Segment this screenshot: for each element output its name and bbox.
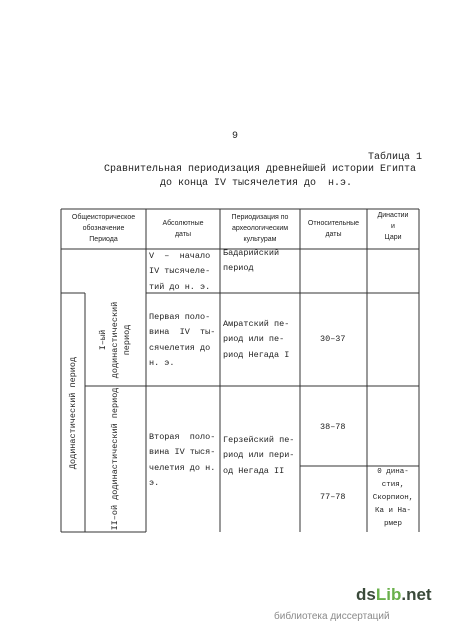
dslib-logo-text: [356, 585, 446, 605]
page-number: 9: [232, 131, 239, 142]
row2-absolute-dates: Первая поло- вина IV ты- сячелетия до н. э.: [149, 312, 216, 368]
header-dynasties-kings: Династии и Цари: [377, 212, 409, 241]
header-relative-dates: Относительные даты: [307, 220, 360, 238]
table-title-line1: Сравнительная периодизация древнейшей истории Египта: [104, 164, 417, 175]
dslib-watermark: [274, 585, 446, 635]
table-title-line2: до конца IV тысячелетия до н.э.: [160, 178, 353, 189]
header-period-designation: Общеисторическое обозначение Периода: [71, 214, 136, 243]
row3-absolute-dates: Вторая поло- вина IV тыся- челетия до н. э.: [149, 432, 216, 488]
row2-relative-dates: 30–37: [320, 334, 346, 344]
row1-culture: Бадарийский период: [223, 248, 280, 274]
row2-culture: Амратский пе- риод или пе- риод Негада I: [223, 319, 290, 360]
row3-culture: Герзейский пе- риод или пери- од Негада II: [223, 435, 295, 476]
first-predynastic-period-label: I–ый додинастический период: [98, 301, 132, 379]
header-archaeological-periodization: Периодизация по археологическим культурам: [231, 214, 289, 243]
second-predynastic-period-label: II–ой додинастический период: [110, 387, 120, 531]
predynastic-period-label: Додинастический период: [68, 356, 78, 470]
logo-net: .net: [401, 585, 432, 604]
row3-relative-dates-a: 38–78: [320, 422, 346, 432]
table-label: Таблица 1: [368, 152, 423, 163]
header-absolute-dates: Абсолютные даты: [162, 220, 204, 238]
dslib-subtitle: библиотека диссертаций: [274, 611, 390, 622]
row3-dynasties: 0 дина- стия, Скорпион, Ка и На- рмер: [372, 468, 414, 528]
logo-ds: ds: [356, 585, 376, 604]
row3-relative-dates-b: 77–78: [320, 492, 346, 502]
logo-lib: Lib: [375, 585, 402, 604]
row1-absolute-dates: V – начало IV тысячеле- тий до н. э.: [149, 251, 211, 292]
